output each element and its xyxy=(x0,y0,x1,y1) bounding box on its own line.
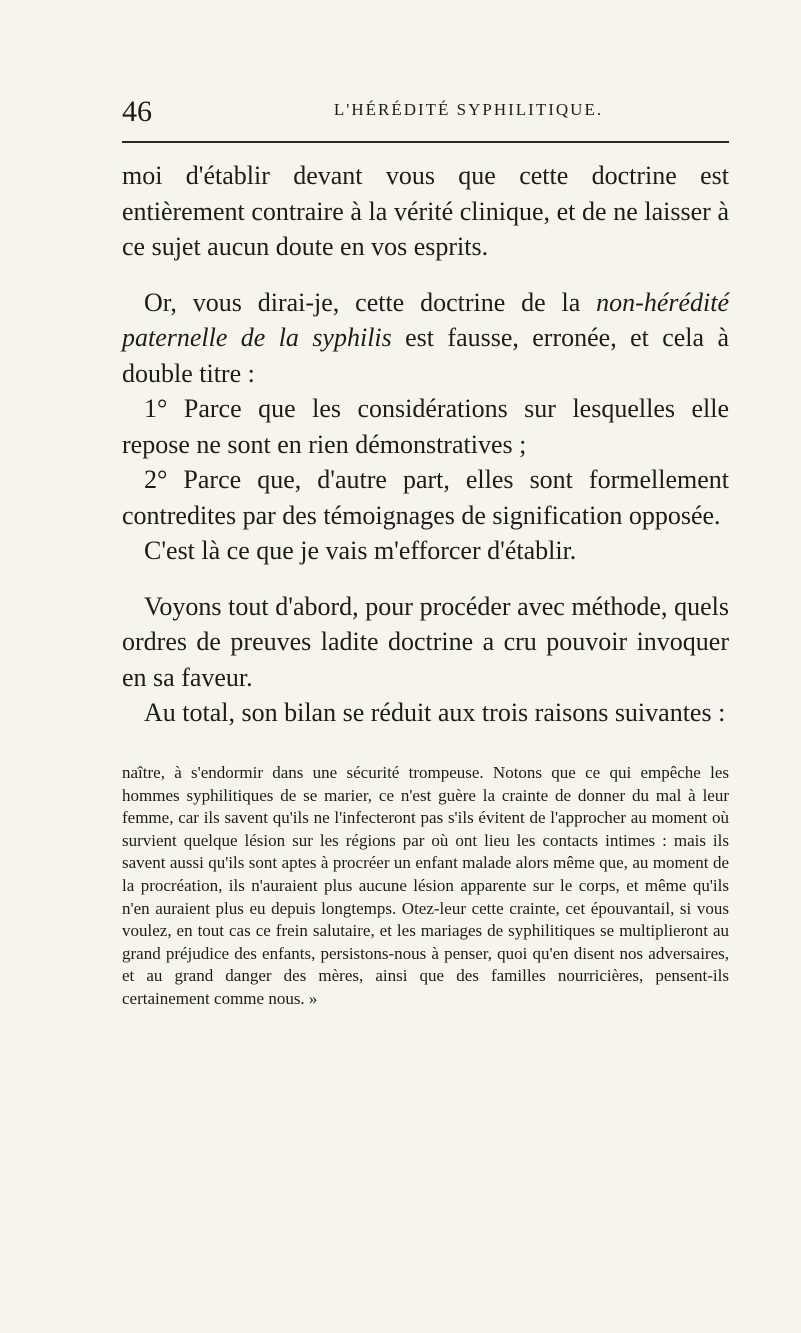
list-item: 1° Parce que les considérations sur lesquelles elle repose ne sont en rien démonstratives ; xyxy=(122,394,729,459)
footnote: naître, à s'endormir dans une sécurité trompeuse. Notons que ce qui empêche les hommes syphilitiques de se marier, ce n'est guère la crainte de donner du mal à leur femme, car ils savent qu'ils ne l'infecteront pas s'ils évitent de l'approcher au moment où survient quelque lésion sur les régions par où ont lieu les contacts intimes : mais ils savent aussi qu'ils sont aptes à procréer un enfant malade alors même que, au moment de la procréation, ils n'auraient plus aucune lésion apparente sur le corps, et même qu'ils n'en auraient plus eu depuis longtemps. Otez-leur cette crainte, cet épouvantail, si vous voulez, en tout cas ce frein salutaire, et les mariages de syphilitiques se multiplieront au grand préjudice des enfants, persistons-nous à penser, quoi qu'en disent nos adversaires, et au grand danger des mères, ainsi que des familles nourricières, pensent-ils certainement comme nous. » xyxy=(122,763,729,1008)
page-header xyxy=(122,92,729,132)
list-item: 2° Parce que, d'autre part, elles sont formellement contredites par des témoignages de signification opposée. xyxy=(122,465,729,530)
paragraph: Voyons tout d'abord, pour procéder avec méthode, quels ordres de preuves ladite doctrine a cru pouvoir invoquer en sa faveur. xyxy=(122,591,729,692)
page-number: 46 xyxy=(122,95,152,128)
main-text xyxy=(122,158,729,731)
paragraph: Au total, son bilan se réduit aux trois raisons suivantes : xyxy=(144,698,726,727)
text-run: Or, vous dirai-je, cette doctrine de la xyxy=(144,287,597,317)
header-rule xyxy=(122,141,729,143)
paragraph: C'est là ce que je vais m'efforcer d'établir. xyxy=(144,536,577,565)
italic-phrase: non-hérédité paternelle de la syphilis xyxy=(122,287,729,352)
running-head: L'HÉRÉDITÉ SYPHILITIQUE. xyxy=(333,100,604,119)
paragraph: moi d'établir devant vous que cette doctrine est entièrement contraire à la vérité clinique, et de ne laisser à ce sujet aucun doute en vos esprits. xyxy=(122,161,729,261)
text-run: est fausse, erronée, et cela à double titre : xyxy=(122,323,729,388)
paragraph xyxy=(122,285,729,392)
